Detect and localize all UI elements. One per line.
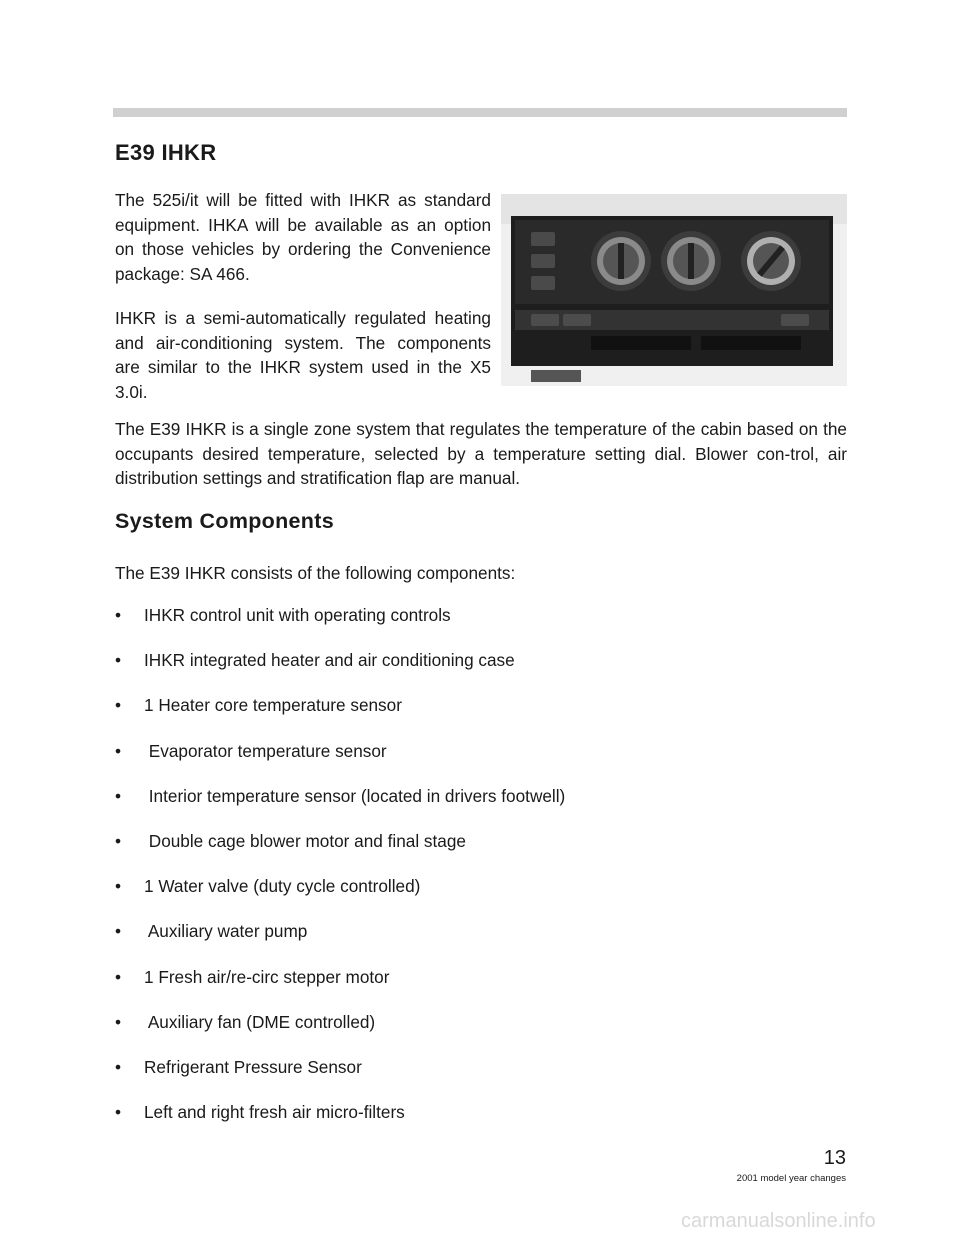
list-item <box>115 786 565 831</box>
watermark: carmanualsonline.info <box>681 1210 876 1232</box>
list-item-text: Double cage blower motor and final stage <box>144 830 466 851</box>
bullet-icon: • <box>115 695 122 716</box>
description-paragraph: IHKR is a semi-automatically regulated heating and air-conditioning system. The components are similar to the IHKR system used in the X5 3.0i. <box>115 308 491 402</box>
bullet-icon: • <box>115 966 122 987</box>
bullet-icon: • <box>115 876 122 897</box>
page-number: 13 <box>823 1147 846 1169</box>
intro-paragraph: The 525i/it will be fitted with IHKR as standard equipment. IHKA will be available as an option on those vehicles by ordering the Convenience package: SA 466. <box>115 190 491 284</box>
section-heading: System Components <box>115 509 334 533</box>
bullet-icon: • <box>115 785 122 806</box>
list-item <box>115 741 565 786</box>
list-item-text: IHKR control unit with operating controls <box>144 605 451 625</box>
list-item-text: 1 Water valve (duty cycle controlled) <box>144 876 421 897</box>
list-item <box>115 650 565 695</box>
list-item <box>115 1012 565 1057</box>
list-item <box>115 695 565 740</box>
list-item <box>115 1057 565 1102</box>
bullet-icon: • <box>115 605 122 625</box>
list-item-text: 1 Heater core temperature sensor <box>144 695 402 716</box>
list-item-text: 1 Fresh air/re-circ stepper motor <box>144 966 390 987</box>
bullet-icon: • <box>115 1056 122 1077</box>
list-item <box>115 605 565 650</box>
components-intro: The E39 IHKR consists of the following components: <box>115 563 516 583</box>
list-item-text: Evaporator temperature sensor <box>144 740 387 761</box>
bullet-icon: • <box>115 921 122 942</box>
list-item-text: IHKR integrated heater and air conditioning case <box>144 650 515 671</box>
list-item-text: Auxiliary water pump <box>144 921 308 942</box>
list-item-text: Auxiliary fan (DME controlled) <box>144 1011 376 1032</box>
bullet-icon: • <box>115 1011 122 1032</box>
ihkr-control-panel-photo <box>501 194 847 386</box>
list-item <box>115 831 565 876</box>
component-list <box>115 605 565 1147</box>
list-item <box>115 921 565 966</box>
bullet-icon: • <box>115 740 122 761</box>
list-item <box>115 1102 565 1147</box>
bullet-icon: • <box>115 650 122 671</box>
list-item-text: Left and right fresh air micro-filters <box>144 1102 405 1123</box>
list-item <box>115 876 565 921</box>
page-title: E39 IHKR <box>115 140 217 165</box>
list-item-text: Refrigerant Pressure Sensor <box>144 1056 362 1077</box>
system-description-paragraph: The E39 IHKR is a single zone system that regulates the temperature of the cabin based on the occupants desired temperature, selected by a temperature setting dial. Blower con-trol, air distribution settings and stratification flap are manual. <box>115 419 847 488</box>
footer-text: 2001 model year changes <box>736 1173 846 1184</box>
bullet-icon: • <box>115 830 122 851</box>
header-rule <box>113 108 847 117</box>
list-item <box>115 967 565 1012</box>
bullet-icon: • <box>115 1102 122 1123</box>
list-item-text: Interior temperature sensor (located in drivers footwell) <box>144 785 566 806</box>
